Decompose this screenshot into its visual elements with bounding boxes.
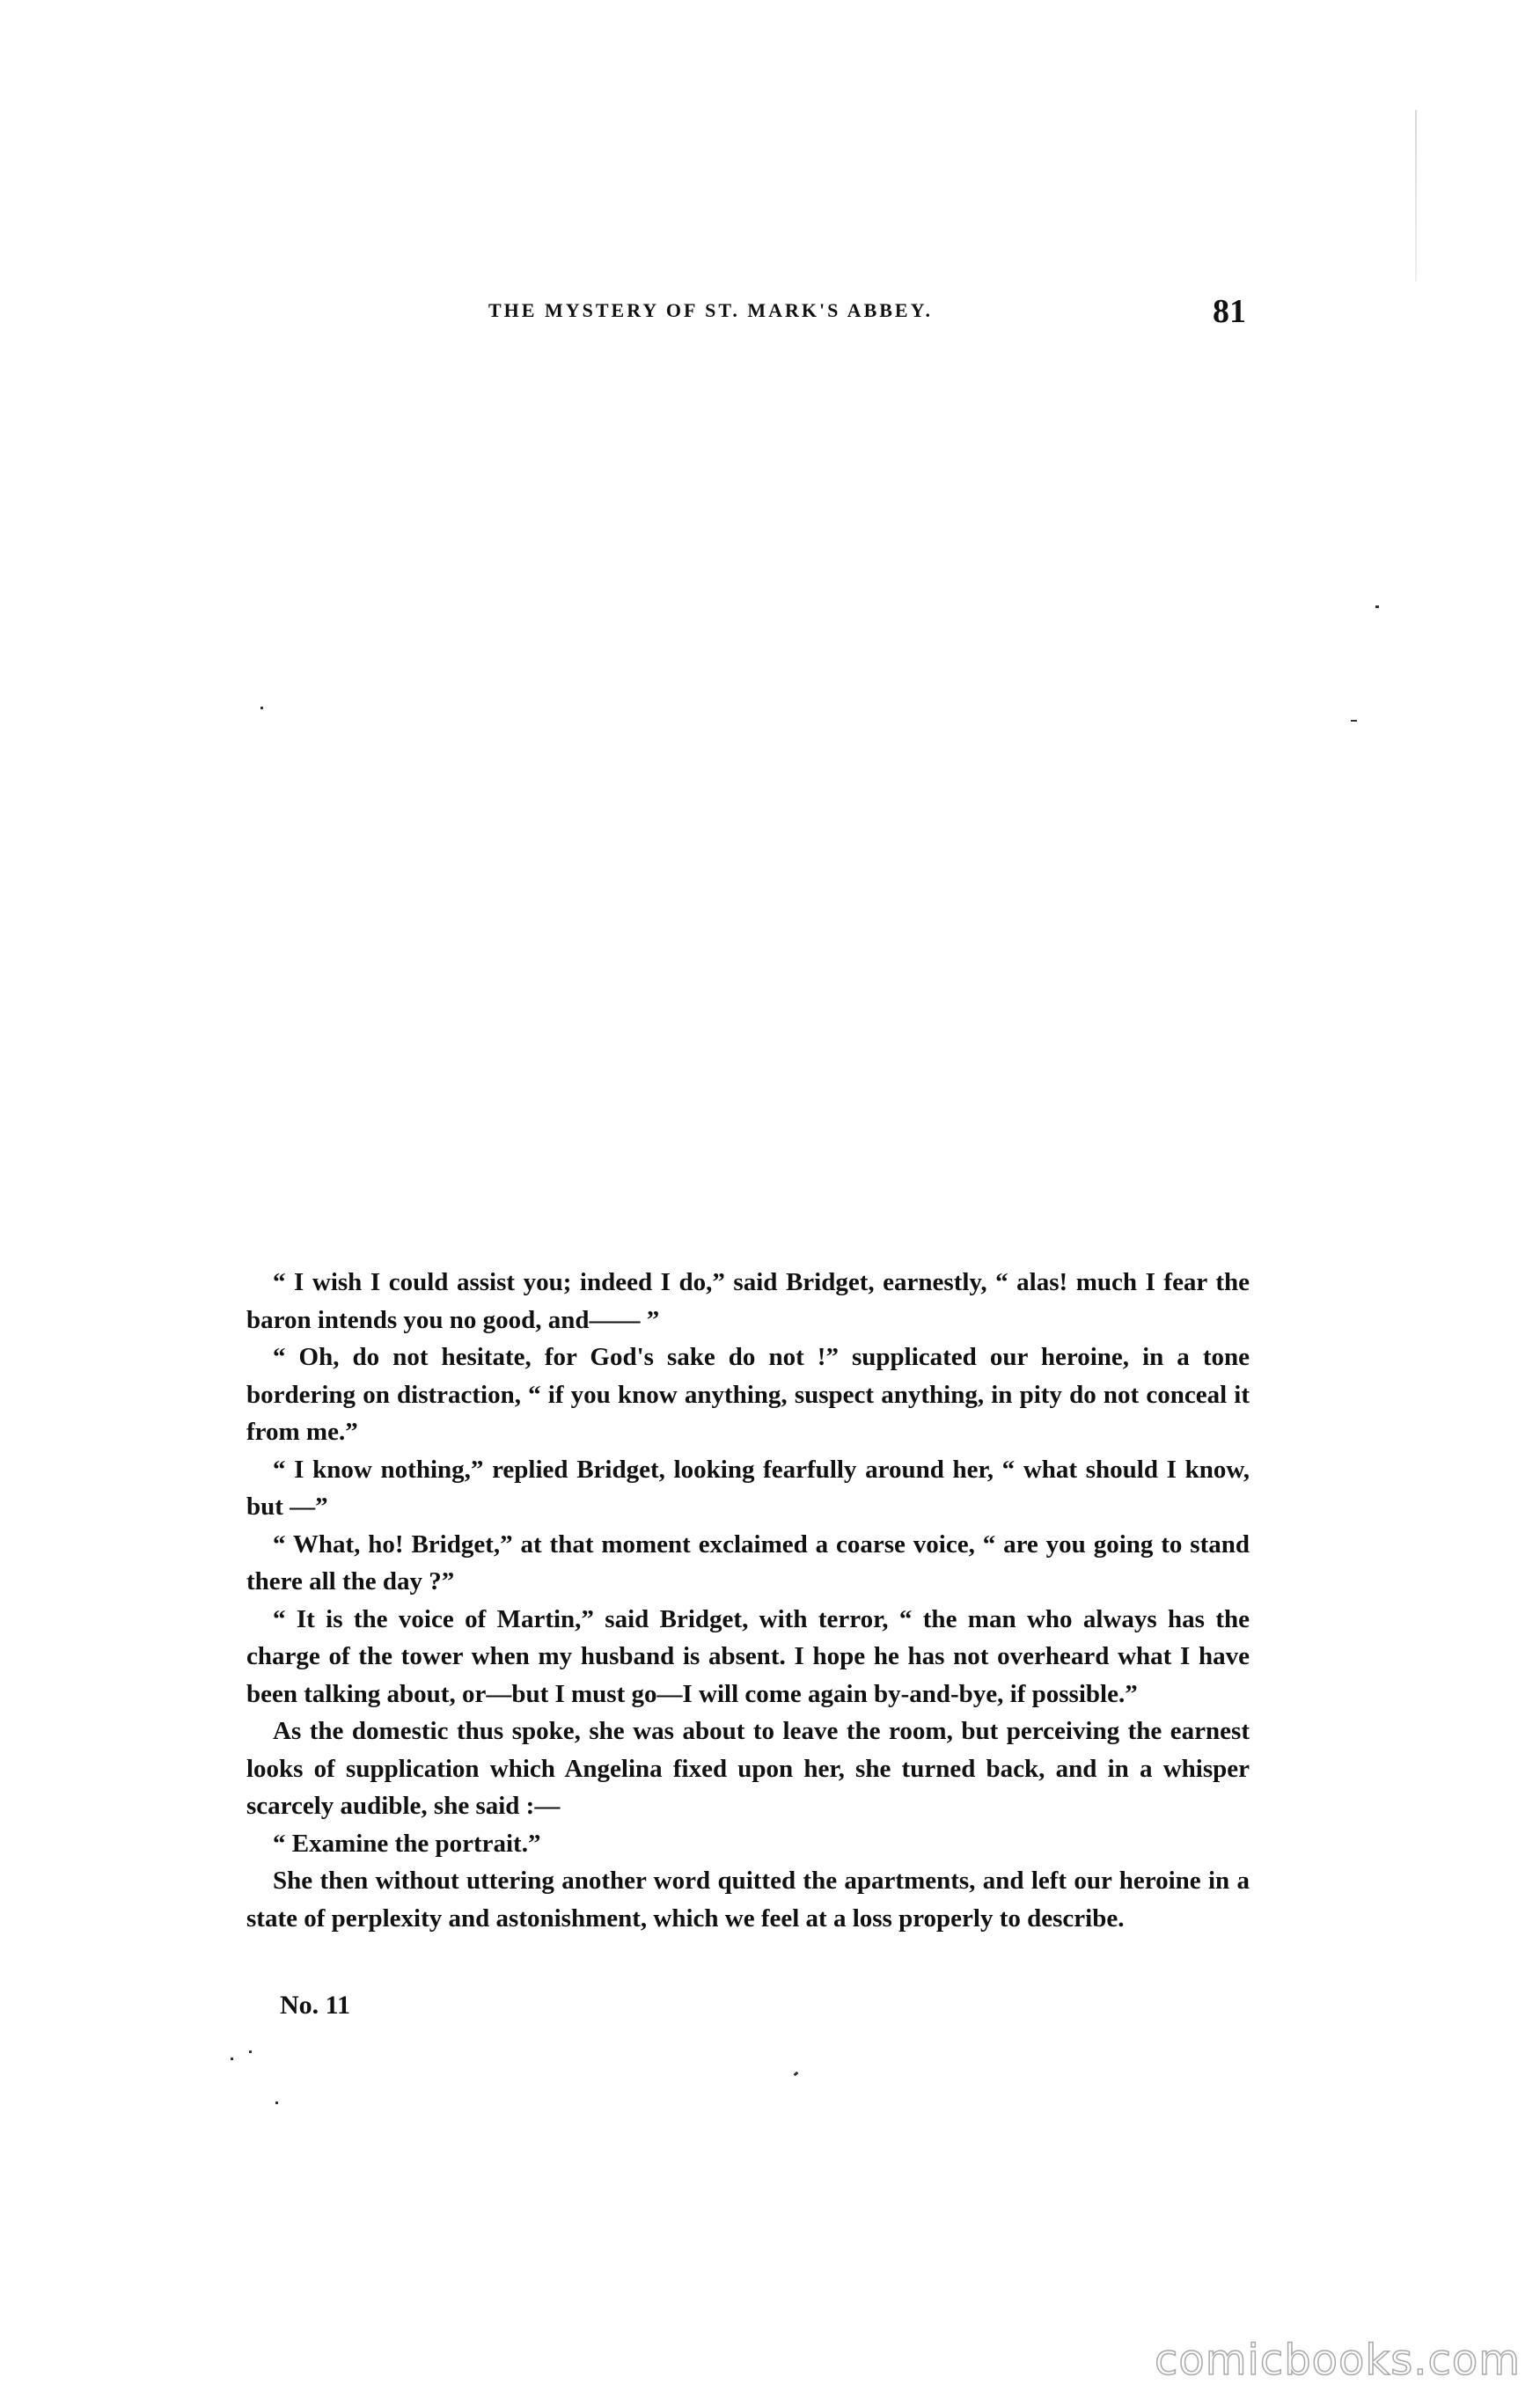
scan-speck — [1375, 605, 1379, 608]
watermark: comicbooks.com — [1154, 2336, 1521, 2385]
scan-speck — [1351, 720, 1357, 722]
scan-speck — [231, 2058, 233, 2060]
scan-speck — [794, 2072, 799, 2077]
paragraph: “ Oh, do not hesitate, for God's sake do not !” supplicated our heroine, in a tone bordering on distraction, “ if you know anything, suspect anything, in pity do not conceal it from me.” — [246, 1343, 1250, 1446]
signature-mark: No. 11 — [280, 1991, 351, 2020]
scan-speck — [260, 707, 263, 709]
paragraph: “ Examine the portrait.” — [273, 1829, 541, 1858]
paragraph: As the domestic thus spoke, she was about to leave the room, but perceiving the earnest looks of supplication which Angelina fixed upon her, she turned back, and in a whisper scarcely audible, she said :— — [246, 1717, 1250, 1820]
running-head: THE MYSTERY OF ST. MARK'S ABBEY. — [488, 299, 933, 321]
paragraph: “ What, ho! Bridget,” at that moment exclaimed a coarse voice, “ are you going to stand there all the day ?” — [246, 1529, 1250, 1595]
paragraph: “ I know nothing,” replied Bridget, looking fearfully around her, “ what should I know, but —” — [246, 1455, 1250, 1521]
body-text — [246, 1264, 1250, 1937]
page-number: 81 — [1213, 293, 1246, 330]
scan-speck — [275, 2102, 278, 2104]
paragraph: “ It is the voice of Martin,” said Bridget, with terror, “ the man who always has the charge of the tower when my husband is absent. I hope he has not overheard what I have been talking about, or—but I must go—I will come again by-and-bye, if possible.” — [246, 1604, 1250, 1708]
scan-edge-line — [1415, 110, 1417, 282]
paragraph: She then without uttering another word quitted the apartments, and left our heroine in a state of perplexity and astonishment, which we feel at a loss properly to describe. — [246, 1867, 1250, 1933]
scan-speck — [249, 2050, 252, 2053]
paragraph: “ I wish I could assist you; indeed I do,” said Bridget, earnestly, “ alas! much I fear the baron intends you no good, and—— ” — [246, 1268, 1250, 1334]
